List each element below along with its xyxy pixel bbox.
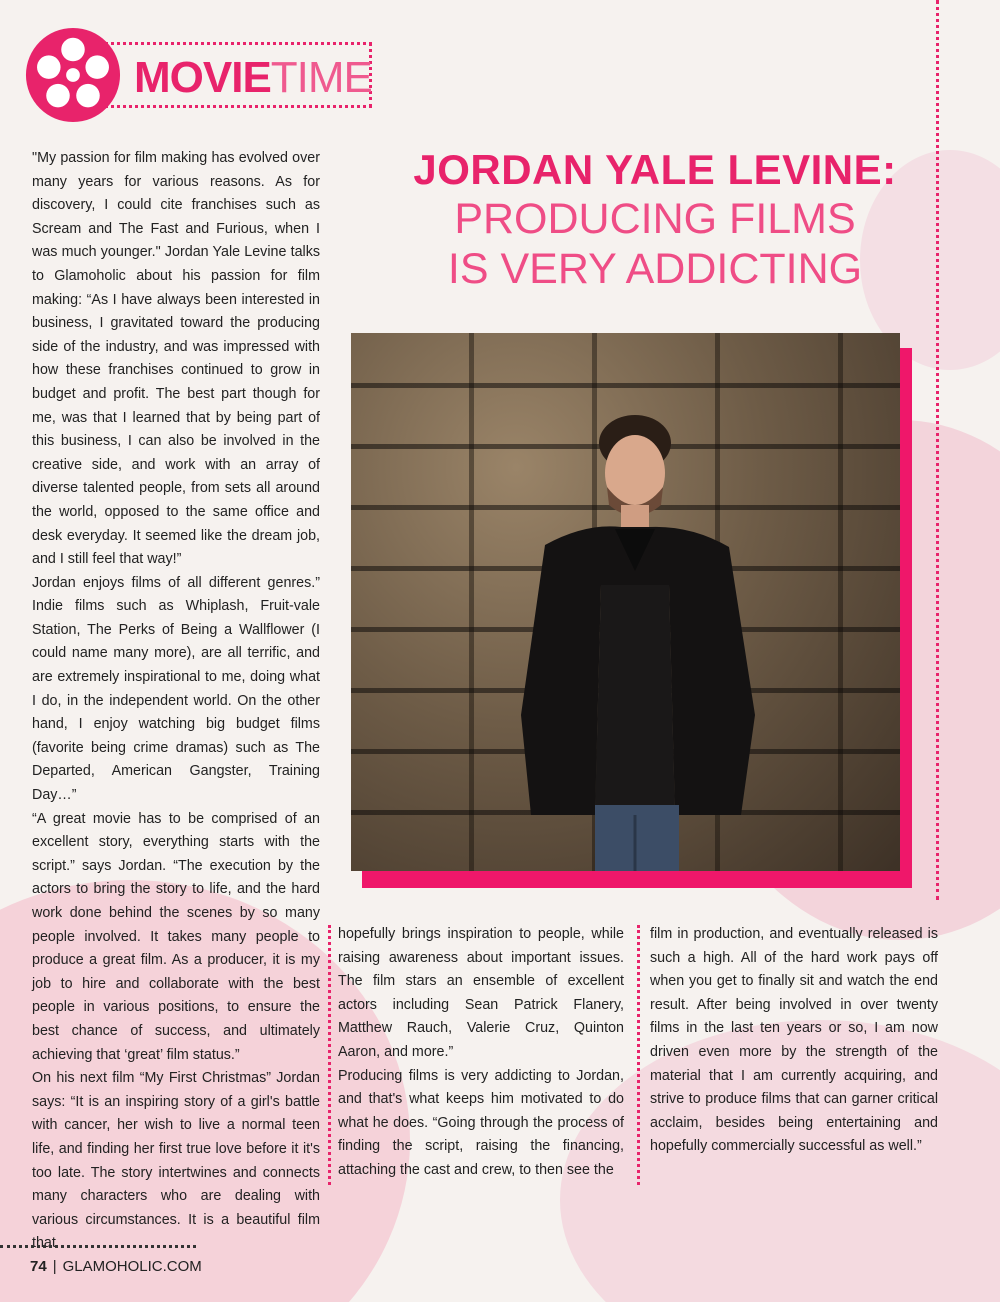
article-paragraph: film in production, and eventually released is such a high. All of the hard work pays off when you get to finally sit and watch the end result. After being involved in over twenty films in the last ten years or so, I am now driven even more by the strength of the material that I am currently acquiring, and strive to produce films that can garner critical acclaim, besides being entertaining and hopefully commercially successful as well.” xyxy=(650,926,938,1155)
headline-line-3: IS VERY ADDICTING xyxy=(447,245,863,293)
man-in-leather-jacket-photo xyxy=(515,395,775,871)
article-column-2 xyxy=(338,923,624,1183)
section-title-light: TIME xyxy=(270,53,372,102)
article-column-3 xyxy=(650,923,938,1159)
right-dotted-rule xyxy=(936,0,939,900)
article-paragraph: hopefully brings inspiration to people, while raising awareness about important issues. The film stars an ensemble of excellent actors including Sean Patrick Flanery, Matthew Rauch, Valerie Cruz, Quinton Aaron, and more.” xyxy=(338,926,624,1060)
column-divider xyxy=(328,925,331,1185)
section-title xyxy=(134,50,372,106)
column-divider xyxy=(637,925,640,1185)
headline-line-2: PRODUCING FILMS xyxy=(454,195,856,243)
article-paragraph: Producing films is very addicting to Jordan, and that's what keeps him motivated to do what he does. “Going through the process of finding the script, raising the financing, attaching the cast and crew, to then see the xyxy=(338,1067,624,1178)
article-paragraph: "My passion for film making has evolved over many years for various reasons. As for discovery, I could cite franchises such as Scream and The Fast and Furious, when I was much younger." Jordan Yale Levine talks to Glamoholic about his passion for film making: “As I have always been interested in business, I gravitated toward the producing side of the industry, and was impressed with how these franchises continued to grow in budget and profit. The best part though for me, was that I learned that by being part of this business, I can also be involved in the creative side, and work with an array of diverse talented people, from sets all around the world, opposed to the same office and desk everyday. It seemed like the dream job, and I still feel that way!” xyxy=(32,150,320,568)
site-name: GLAMOHOLIC.COM xyxy=(62,1258,202,1275)
page-footer xyxy=(30,1256,202,1278)
footer-dotted-rule xyxy=(0,1245,196,1248)
headline-name: JORDAN YALE LEVINE: xyxy=(413,146,897,193)
article-headline xyxy=(360,146,950,294)
article-paragraph: On his next film “My First Christmas” Jordan says: “It is an inspiring story of a girl's battle with cancer, her wish to live a normal teen life, and finding her first true love before it it's too late. The story intertwines and connects many characters who are dealing with various circumstances. It is a beautiful film that xyxy=(32,1070,320,1252)
page-number: 74 xyxy=(30,1258,47,1275)
article-paragraph: Jordan enjoys films of all different genres.” Indie films such as Whiplash, Fruit-vale Station, The Perks of Being a Wallflower (I could name many more), are all terrific, and are extremely inspirational to me, doing what I do, in the independent world. On the other hand, I enjoy watching big budget films (favorite being crime dramas) such as The Departed, American Gangster, Training Day…” xyxy=(32,574,320,804)
article-column-1 xyxy=(32,147,320,1256)
article-paragraph: “A great movie has to be comprised of an excellent story, everything starts with the script.” says Jordan. “The execution by the actors to bring the story to life, and the hard work done behind the scenes by so many people involved. It takes many people to produce a great film. As a producer, it is my job to hire and collaborate with the best people in various positions, to ensure the best chance of success, and ultimately achieving that ‘great’ film status.” xyxy=(32,810,320,1063)
footer-separator: | xyxy=(52,1258,57,1275)
section-title-bold: MOVIE xyxy=(134,53,271,102)
film-reel-icon xyxy=(24,26,122,124)
